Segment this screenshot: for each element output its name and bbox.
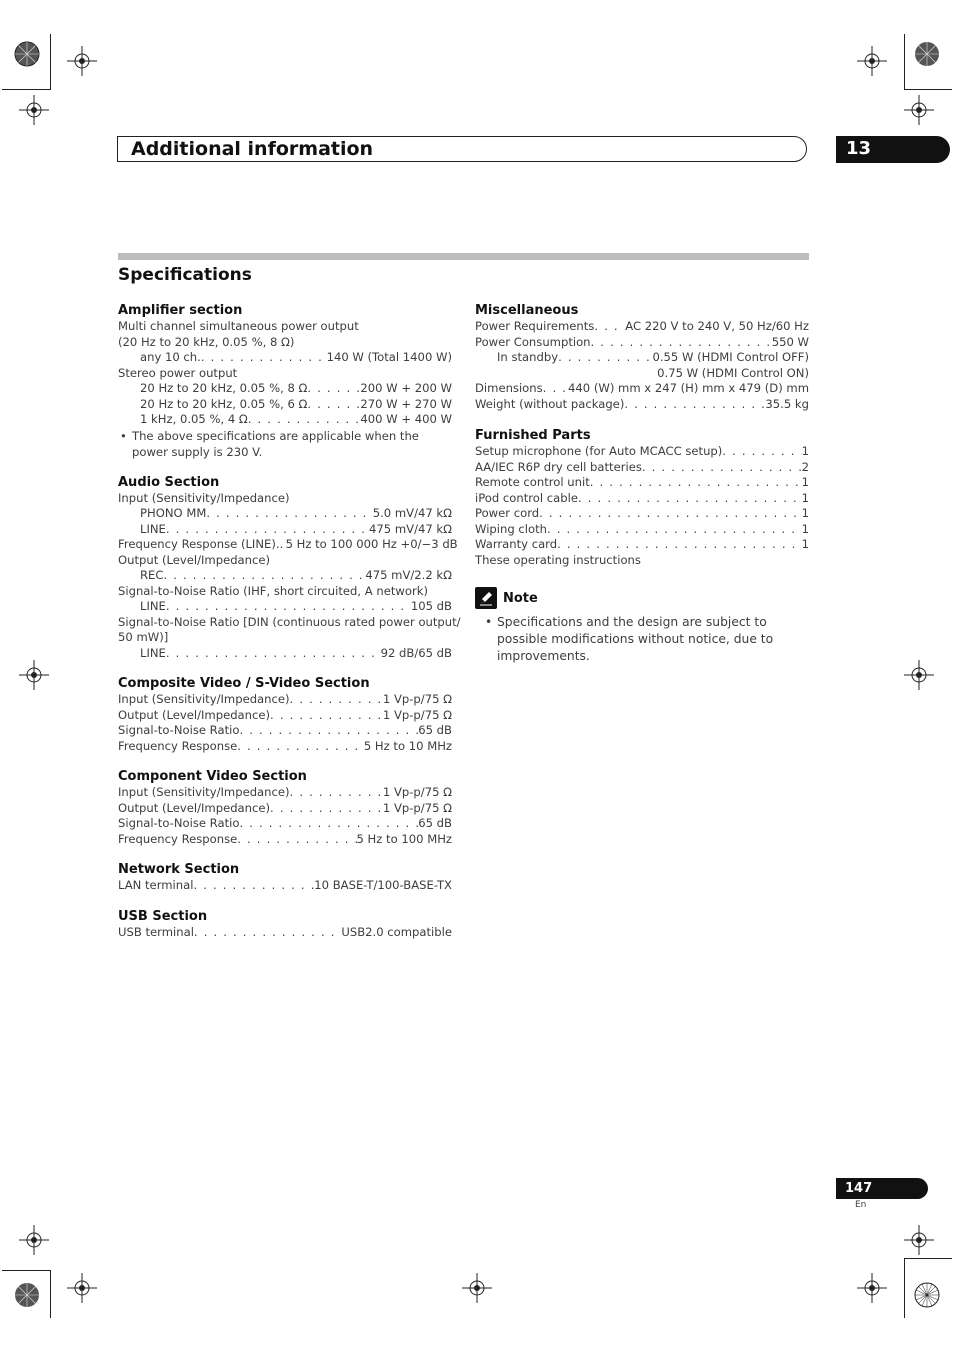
language-code: En	[855, 1200, 867, 1210]
spec-row: Signal-to-Noise Ratio . . . 65 dB	[118, 723, 452, 739]
composite-heading: Composite Video / S-Video Section	[118, 676, 370, 691]
component-heading: Component Video Section	[118, 769, 307, 784]
crosshair-icon	[67, 1273, 97, 1303]
spec-row: Warranty card . . . 1	[475, 537, 809, 553]
crosshair-icon	[462, 1273, 492, 1303]
spec-line: Stereo power output	[118, 365, 238, 380]
crop-line	[904, 34, 905, 90]
note-header	[475, 586, 809, 610]
spec-row: Output (Level/Impedance) . . . 1 Vp-p/75 Ω	[118, 801, 452, 817]
registration-star-icon	[14, 1282, 40, 1308]
spec-row: In standby . . . 0.55 W (HDMI Control OFF)	[475, 350, 809, 366]
network-heading: Network Section	[118, 862, 240, 877]
crosshair-icon	[857, 1273, 887, 1303]
spec-line: 0.75 W (HDMI Control ON)	[657, 365, 809, 380]
spec-line: Signal-to-Noise Ratio [DIN (continuous rated power output/	[118, 614, 461, 629]
spec-row: Setup microphone (for Auto MCACC setup) . . . 1	[475, 444, 809, 460]
spec-line: Output (Level/Impedance)	[118, 552, 271, 567]
misc-heading: Miscellaneous	[475, 303, 579, 318]
spec-line: These operating instructions	[475, 552, 641, 567]
pencil-icon	[475, 587, 497, 609]
crosshair-icon	[19, 660, 49, 690]
crop-line	[50, 34, 51, 90]
registration-star-icon	[14, 41, 40, 67]
spec-row: Wiping cloth . . . 1	[475, 522, 809, 538]
spec-row: Weight (without package) . . . 35.5 kg	[475, 397, 809, 413]
section-title: Specifications	[118, 265, 252, 285]
spec-row: Power cord . . . 1	[475, 506, 809, 522]
spec-row: Signal-to-Noise Ratio . . . 65 dB	[118, 816, 452, 832]
spec-row: Dimensions . . . 440 (W) mm x 247 (H) mm x 479 (D) mm	[475, 381, 809, 397]
crosshair-icon	[19, 95, 49, 125]
spec-row: 20 Hz to 20 kHz, 0.05 %, 8 Ω . . . 200 W + 200 W	[118, 381, 452, 397]
crosshair-icon	[67, 46, 97, 76]
spec-row: REC . . . 475 mV/2.2 kΩ	[118, 568, 452, 584]
crop-line	[904, 1258, 952, 1259]
spec-row: 1 kHz, 0.05 %, 4 Ω . . . 400 W + 400 W	[118, 412, 452, 428]
crosshair-icon	[857, 46, 887, 76]
spec-row: LAN terminal . . . 10 BASE-T/100-BASE-TX	[118, 878, 452, 894]
spec-row: PHONO MM . . . 5.0 mV/47 kΩ	[118, 506, 452, 522]
spec-row: 20 Hz to 20 kHz, 0.05 %, 6 Ω . . . 270 W + 270 W	[118, 397, 452, 413]
spec-row: LINE . . . 92 dB/65 dB	[118, 646, 452, 662]
spec-line: Signal-to-Noise Ratio (IHF, short circuited, A network)	[118, 583, 428, 598]
spec-row: USB terminal . . . USB2.0 compatible	[118, 925, 452, 941]
chapter-number: 13	[846, 138, 872, 159]
amplifier-note: • The above specifications are applicable when the power supply is 230 V.	[120, 428, 419, 459]
spec-line: 50 mW)]	[118, 630, 169, 644]
furnished-heading: Furnished Parts	[475, 428, 591, 443]
crosshair-icon	[19, 1225, 49, 1255]
left-column	[118, 303, 461, 940]
usb-heading: USB Section	[118, 908, 208, 924]
spec-row: Frequency Response . . . 5 Hz to 100 MHz	[118, 832, 452, 848]
registration-star-icon	[914, 41, 940, 67]
crosshair-icon	[904, 95, 934, 125]
spec-row: any 10 ch. . . . 140 W (Total 1400 W)	[118, 350, 452, 366]
spec-row: Input (Sensitivity/Impedance) . . . 1 Vp-p/75 Ω	[118, 785, 452, 801]
note-label: Note	[503, 590, 538, 606]
crop-line	[904, 89, 952, 90]
spec-row: Frequency Response . . . 5 Hz to 10 MHz	[118, 739, 452, 755]
crop-line	[904, 1258, 905, 1318]
audio-heading: Audio Section	[118, 474, 220, 490]
page-header-title: Additional information	[131, 138, 374, 160]
spec-row: Power Consumption . . . 550 W	[475, 335, 809, 351]
crop-line	[2, 1270, 50, 1271]
spec-row: Input (Sensitivity/Impedance) . . . 1 Vp-p/75 Ω	[118, 692, 452, 708]
spec-row: Output (Level/Impedance) . . . 1 Vp-p/75 Ω	[118, 708, 452, 724]
crop-line	[50, 1270, 51, 1318]
crosshair-icon	[904, 1225, 934, 1255]
crosshair-icon	[904, 660, 934, 690]
spec-line: Input (Sensitivity/Impedance)	[118, 490, 290, 505]
spec-row: Power Requirements . . . AC 220 V to 240 V, 50 Hz/60 Hz	[475, 319, 809, 335]
spec-row: LINE . . . 475 mV/47 kΩ	[118, 522, 452, 538]
amplifier-heading: Amplifier section	[118, 303, 243, 318]
registration-star-icon	[914, 1282, 940, 1308]
spec-line: Multi channel simultaneous power output	[118, 319, 359, 333]
note-text: • Specifications and the design are subject to possible modifications without notice, due to improvements.	[485, 615, 774, 663]
crop-line	[2, 89, 50, 90]
right-column	[475, 303, 809, 665]
spec-row: LINE . . . 105 dB	[118, 599, 452, 615]
spec-line: (20 Hz to 20 kHz, 0.05 %, 8 Ω)	[118, 334, 295, 349]
spec-row: Remote control unit . . . 1	[475, 475, 809, 491]
spec-row: AA/IEC R6P dry cell batteries . . . 2	[475, 460, 809, 476]
spec-row: Frequency Response (LINE). . . . 5 Hz to 100 000 Hz +0/−3 dB	[118, 537, 452, 553]
spec-row: iPod control cable . . . 1	[475, 491, 809, 507]
section-divider	[118, 253, 809, 260]
page-number: 147	[845, 1181, 873, 1196]
